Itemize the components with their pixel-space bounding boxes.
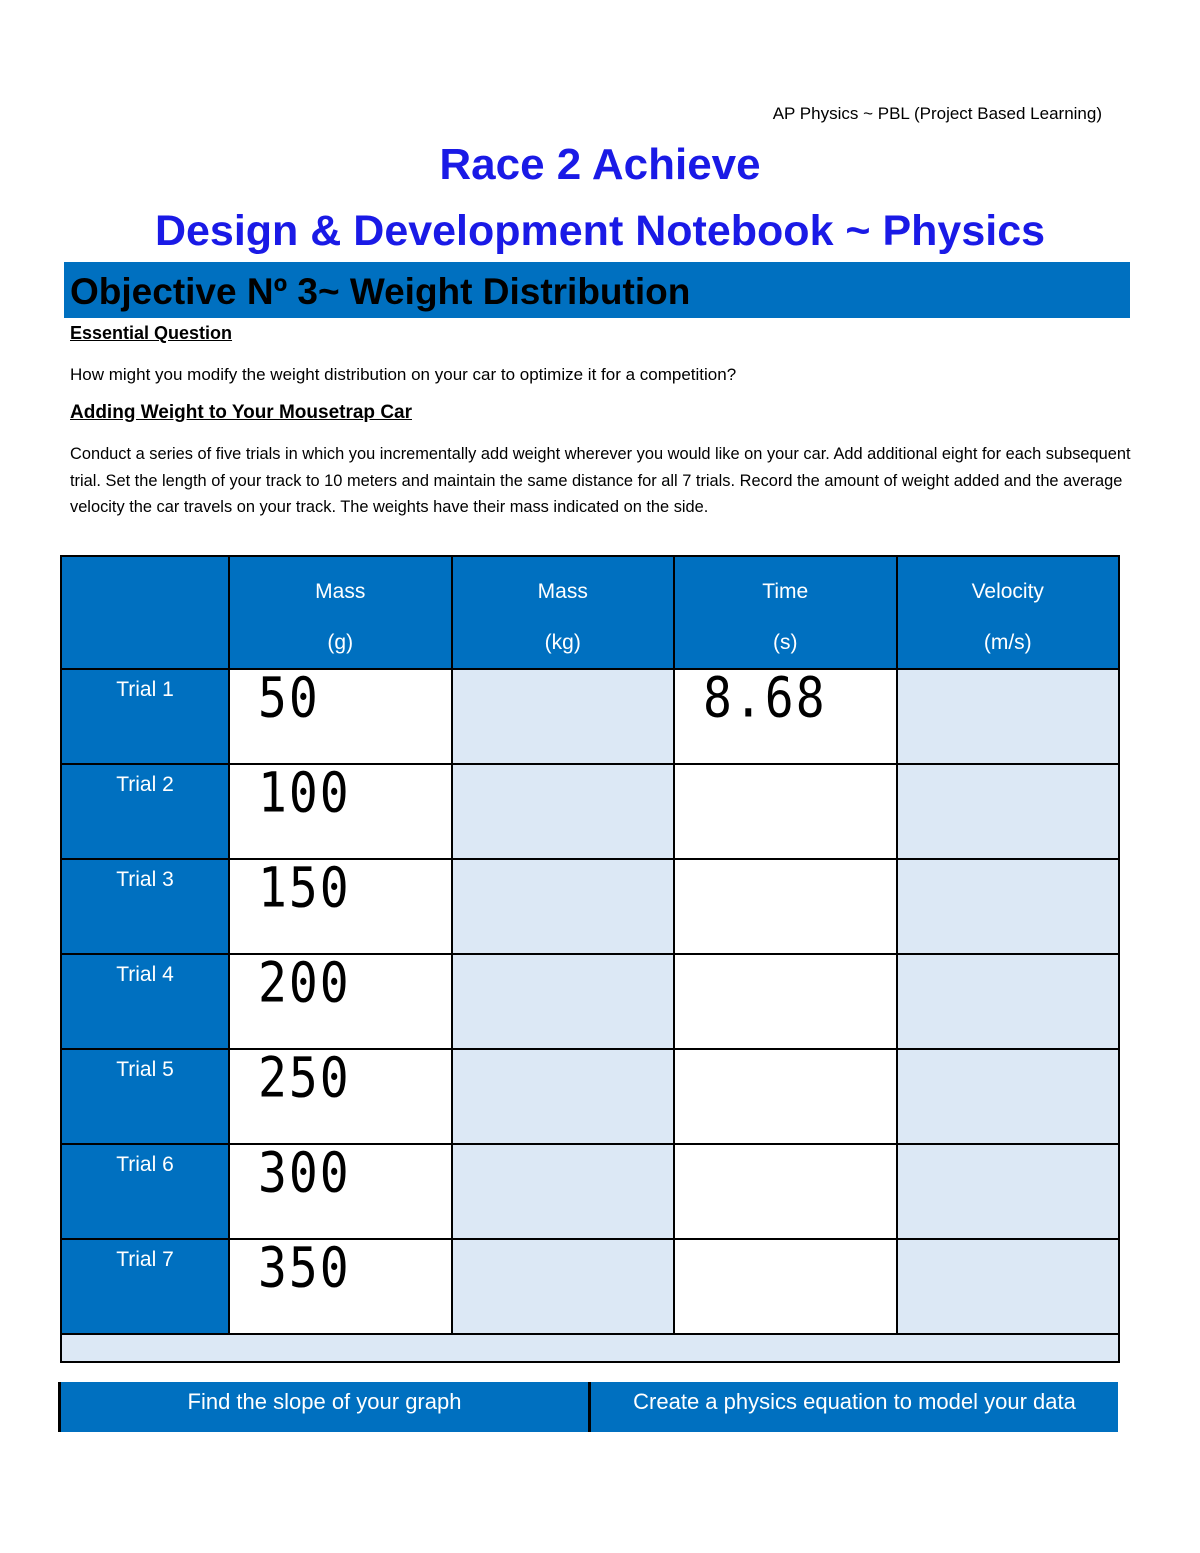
time-cell[interactable] bbox=[674, 1144, 897, 1239]
objective-title: Objective Nº 3~ Weight Distribution bbox=[70, 271, 691, 312]
header-note: AP Physics ~ PBL (Project Based Learning) bbox=[772, 104, 1102, 123]
table-row bbox=[61, 764, 1119, 859]
time-cell[interactable] bbox=[674, 954, 897, 1049]
slope-prompt: Find the slope of your graph bbox=[58, 1382, 588, 1432]
mass-kg-cell[interactable] bbox=[452, 1049, 675, 1144]
mass-kg-cell[interactable] bbox=[452, 1239, 675, 1334]
trial-label: Trial 3 bbox=[61, 859, 229, 954]
handwritten-value: 350 bbox=[258, 1235, 351, 1301]
handwritten-value: 50 bbox=[258, 665, 320, 731]
table-header-row bbox=[61, 556, 1119, 669]
table-footer-cell bbox=[61, 1334, 1119, 1362]
time-cell[interactable] bbox=[674, 1239, 897, 1334]
trial-label: Trial 2 bbox=[61, 764, 229, 859]
velocity-cell[interactable] bbox=[897, 859, 1120, 954]
header-unit: (kg) bbox=[544, 631, 581, 654]
header-mass-kg bbox=[452, 556, 675, 669]
trials-table bbox=[60, 555, 1120, 1363]
header-time bbox=[674, 556, 897, 669]
trial-label: Trial 6 bbox=[61, 1144, 229, 1239]
equation-prompt: Create a physics equation to model your data bbox=[588, 1382, 1118, 1432]
handwritten-value: 100 bbox=[258, 760, 351, 826]
essential-question-text: How might you modify the weight distribution on your car to optimize it for a competition? bbox=[70, 365, 737, 384]
handwritten-value: 8.68 bbox=[703, 665, 827, 731]
instructions-text: Conduct a series of five trials in which you incrementally add weight wherever you would like on your car. Add additional eight for each subsequent trial. Set the length of your track to 10 meters and maintain the same distance for all 7 trials. Record the amount of weight added and the average velocity the car travels on your track. The weights have their mass indicated on the side. bbox=[70, 445, 1131, 516]
handwritten-value: 300 bbox=[258, 1140, 351, 1206]
adding-weight-label: Adding Weight to Your Mousetrap Car bbox=[70, 402, 412, 423]
header-name: Time bbox=[762, 580, 809, 603]
trial-label: Trial 7 bbox=[61, 1239, 229, 1334]
mass-kg-cell[interactable] bbox=[452, 859, 675, 954]
table-row bbox=[61, 954, 1119, 1049]
mass-kg-cell[interactable] bbox=[452, 954, 675, 1049]
velocity-cell[interactable] bbox=[897, 764, 1120, 859]
mass-kg-cell[interactable] bbox=[452, 669, 675, 764]
mass-kg-cell[interactable] bbox=[452, 1144, 675, 1239]
table-row bbox=[61, 859, 1119, 954]
velocity-cell[interactable] bbox=[897, 1049, 1120, 1144]
bottom-prompts bbox=[58, 1382, 1118, 1432]
table-row bbox=[61, 1049, 1119, 1144]
time-cell[interactable] bbox=[674, 764, 897, 859]
handwritten-value: 250 bbox=[258, 1045, 351, 1111]
header-unit: (m/s) bbox=[983, 631, 1032, 654]
mass-kg-cell[interactable] bbox=[452, 764, 675, 859]
velocity-cell[interactable] bbox=[897, 954, 1120, 1049]
header-unit: (s) bbox=[773, 631, 798, 654]
handwritten-value: 200 bbox=[258, 950, 351, 1016]
mass-g-cell[interactable] bbox=[229, 855, 452, 954]
time-cell[interactable] bbox=[674, 859, 897, 954]
table-row bbox=[61, 1144, 1119, 1239]
objective-bar bbox=[64, 262, 1130, 318]
header-velocity bbox=[897, 556, 1120, 669]
time-cell[interactable] bbox=[674, 665, 897, 764]
trial-label: Trial 1 bbox=[61, 669, 229, 764]
mass-g-cell[interactable] bbox=[229, 1140, 452, 1239]
velocity-cell[interactable] bbox=[897, 1239, 1120, 1334]
header-unit: (g) bbox=[327, 631, 354, 654]
mass-g-cell[interactable] bbox=[229, 760, 452, 859]
mass-g-cell[interactable] bbox=[229, 1045, 452, 1144]
table-row bbox=[61, 1239, 1119, 1334]
velocity-cell[interactable] bbox=[897, 669, 1120, 764]
header-corner bbox=[61, 556, 229, 669]
handwritten-value: 150 bbox=[258, 855, 351, 921]
header-name: Mass bbox=[315, 580, 366, 603]
header-name: Mass bbox=[537, 580, 588, 603]
header-mass-g bbox=[229, 556, 452, 669]
mass-g-cell[interactable] bbox=[229, 950, 452, 1049]
table-footer-row bbox=[61, 1334, 1119, 1362]
header-name: Velocity bbox=[971, 580, 1044, 603]
mass-g-cell[interactable] bbox=[229, 1235, 452, 1334]
title-line-2: Design & Development Notebook ~ Physics bbox=[154, 207, 1046, 255]
essential-question-label: Essential Question bbox=[70, 323, 233, 343]
trial-label: Trial 4 bbox=[61, 954, 229, 1049]
time-cell[interactable] bbox=[674, 1049, 897, 1144]
table-row bbox=[61, 669, 1119, 764]
velocity-cell[interactable] bbox=[897, 1144, 1120, 1239]
mass-g-cell[interactable] bbox=[229, 665, 452, 764]
trial-label: Trial 5 bbox=[61, 1049, 229, 1144]
title-line-1: Race 2 Achieve bbox=[439, 140, 761, 189]
